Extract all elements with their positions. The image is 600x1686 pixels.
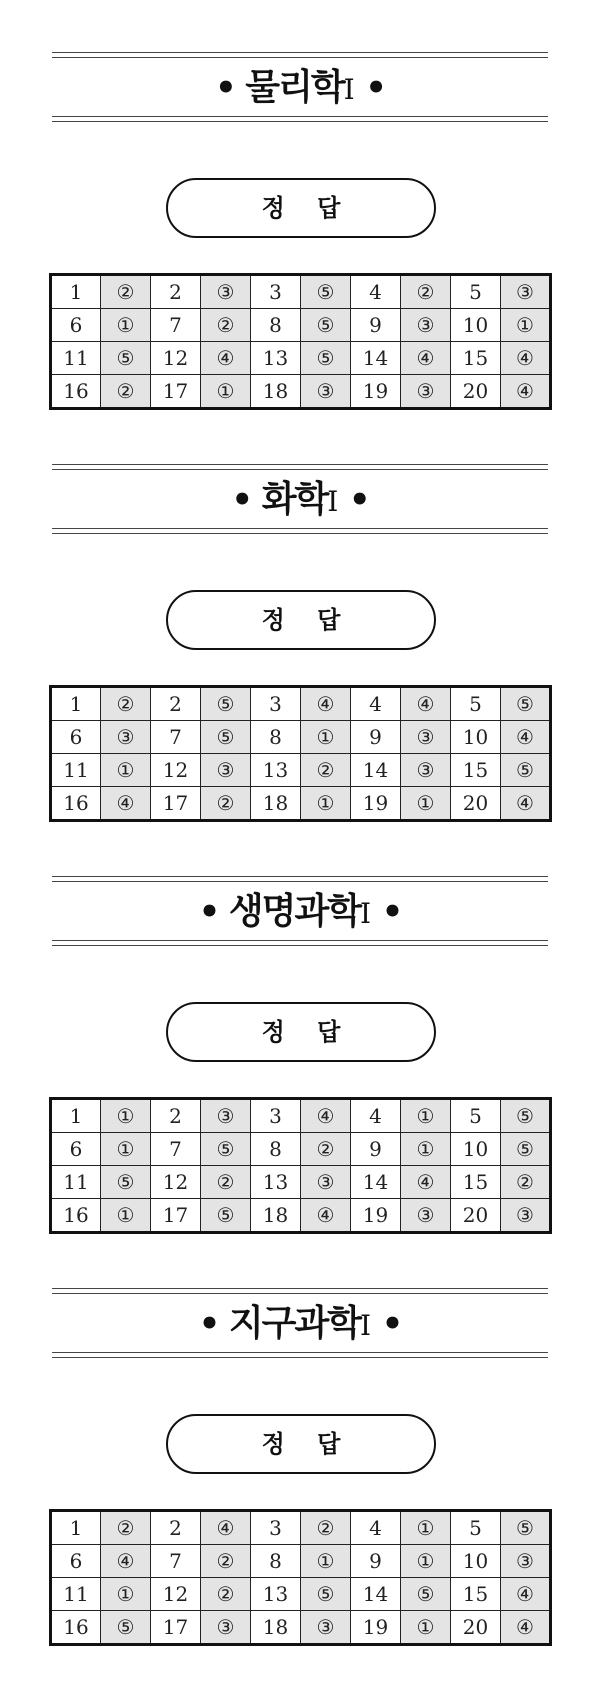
question-number: 13 bbox=[251, 754, 301, 787]
subject-title-band bbox=[52, 52, 548, 122]
answer-choice: ④ bbox=[501, 342, 551, 375]
answer-choice: ② bbox=[201, 1578, 251, 1611]
answer-row bbox=[51, 787, 551, 821]
question-number: 14 bbox=[351, 1166, 401, 1199]
answer-choice: ③ bbox=[401, 375, 451, 409]
question-number: 3 bbox=[251, 1511, 301, 1545]
answer-choice: ⑤ bbox=[301, 1578, 351, 1611]
question-number: 2 bbox=[151, 1099, 201, 1133]
subject-title-band bbox=[52, 876, 548, 946]
question-number: 5 bbox=[451, 687, 501, 721]
question-number: 12 bbox=[151, 754, 201, 787]
question-number: 17 bbox=[151, 1611, 201, 1645]
question-number: 18 bbox=[251, 1611, 301, 1645]
answer-choice: ① bbox=[401, 1545, 451, 1578]
answer-choice: ② bbox=[301, 1133, 351, 1166]
answer-choice: ④ bbox=[501, 721, 551, 754]
answer-choice: ② bbox=[201, 309, 251, 342]
question-number: 2 bbox=[151, 1511, 201, 1545]
title-bullet-right: • bbox=[381, 1304, 402, 1344]
answer-table-body bbox=[51, 687, 551, 821]
answer-choice: ④ bbox=[401, 342, 451, 375]
answer-table-body bbox=[51, 1511, 551, 1645]
answer-table bbox=[49, 685, 552, 822]
subject-numeral: Ⅰ bbox=[327, 485, 339, 518]
subject-title-band bbox=[52, 464, 548, 534]
question-number: 20 bbox=[451, 375, 501, 409]
answer-choice: ③ bbox=[401, 309, 451, 342]
question-number: 16 bbox=[51, 1199, 101, 1233]
answer-label: 정 답 bbox=[166, 1414, 436, 1474]
question-number: 9 bbox=[351, 1545, 401, 1578]
answer-choice: ③ bbox=[301, 1166, 351, 1199]
question-number: 18 bbox=[251, 1199, 301, 1233]
answer-choice: ② bbox=[401, 275, 451, 309]
subject-section bbox=[0, 824, 600, 1244]
answer-choice: ④ bbox=[501, 787, 551, 821]
answer-choice: ② bbox=[501, 1166, 551, 1199]
answer-choice: ① bbox=[501, 309, 551, 342]
question-number: 6 bbox=[51, 1545, 101, 1578]
answer-choice: ③ bbox=[501, 1199, 551, 1233]
answer-row bbox=[51, 1578, 551, 1611]
answer-choice: ① bbox=[301, 787, 351, 821]
answer-choice: ⑤ bbox=[501, 1133, 551, 1166]
question-number: 13 bbox=[251, 342, 301, 375]
question-number: 10 bbox=[451, 309, 501, 342]
answer-choice: ④ bbox=[501, 375, 551, 409]
answer-row bbox=[51, 721, 551, 754]
answer-choice: ① bbox=[401, 787, 451, 821]
question-number: 8 bbox=[251, 1133, 301, 1166]
answer-choice: ⑤ bbox=[101, 1166, 151, 1199]
question-number: 17 bbox=[151, 787, 201, 821]
question-number: 10 bbox=[451, 1133, 501, 1166]
answer-choice: ① bbox=[401, 1611, 451, 1645]
question-number: 1 bbox=[51, 1099, 101, 1133]
answer-choice: ③ bbox=[401, 721, 451, 754]
answer-choice: ② bbox=[201, 1166, 251, 1199]
answer-choice: ④ bbox=[201, 1511, 251, 1545]
subject-title bbox=[52, 1298, 548, 1350]
answer-choice: ③ bbox=[201, 1099, 251, 1133]
answer-choice: ④ bbox=[401, 1166, 451, 1199]
answer-table-body bbox=[51, 275, 551, 409]
answer-row bbox=[51, 275, 551, 309]
subject-title bbox=[52, 886, 548, 938]
subject-name: 지구과학 bbox=[228, 1303, 361, 1344]
question-number: 3 bbox=[251, 275, 301, 309]
answer-row bbox=[51, 1099, 551, 1133]
answer-table bbox=[49, 1097, 552, 1234]
question-number: 11 bbox=[51, 1166, 101, 1199]
title-top-rule bbox=[52, 52, 548, 58]
answer-row bbox=[51, 1133, 551, 1166]
question-number: 6 bbox=[51, 309, 101, 342]
question-number: 7 bbox=[151, 1133, 201, 1166]
answer-choice: ① bbox=[401, 1133, 451, 1166]
answer-choice: ⑤ bbox=[201, 687, 251, 721]
title-bullet-left: • bbox=[198, 1304, 219, 1344]
title-bottom-rule bbox=[52, 116, 548, 122]
answer-choice: ① bbox=[101, 1099, 151, 1133]
answer-choice: ⑤ bbox=[101, 342, 151, 375]
question-number: 19 bbox=[351, 1199, 401, 1233]
question-number: 4 bbox=[351, 275, 401, 309]
answer-choice: ④ bbox=[301, 1199, 351, 1233]
answer-row bbox=[51, 1545, 551, 1578]
question-number: 15 bbox=[451, 1578, 501, 1611]
title-bullet-left: • bbox=[198, 892, 219, 932]
question-number: 16 bbox=[51, 1611, 101, 1645]
answer-choice: ② bbox=[101, 687, 151, 721]
answer-choice: ① bbox=[101, 754, 151, 787]
answer-choice: ④ bbox=[101, 1545, 151, 1578]
question-number: 14 bbox=[351, 754, 401, 787]
answer-choice: ③ bbox=[401, 1199, 451, 1233]
answer-choice: ① bbox=[101, 1578, 151, 1611]
answer-choice: ② bbox=[101, 1511, 151, 1545]
question-number: 7 bbox=[151, 1545, 201, 1578]
answer-choice: ③ bbox=[101, 721, 151, 754]
question-number: 4 bbox=[351, 1099, 401, 1133]
question-number: 19 bbox=[351, 1611, 401, 1645]
subject-name: 화학 bbox=[261, 479, 328, 520]
question-number: 4 bbox=[351, 687, 401, 721]
question-number: 12 bbox=[151, 342, 201, 375]
question-number: 2 bbox=[151, 687, 201, 721]
subject-numeral: Ⅰ bbox=[360, 897, 372, 930]
subject-title bbox=[52, 62, 548, 114]
title-bottom-rule bbox=[52, 940, 548, 946]
question-number: 9 bbox=[351, 309, 401, 342]
answer-choice: ③ bbox=[201, 275, 251, 309]
title-bullet-right: • bbox=[348, 480, 369, 520]
question-number: 18 bbox=[251, 787, 301, 821]
question-number: 2 bbox=[151, 275, 201, 309]
answer-choice: ④ bbox=[201, 342, 251, 375]
question-number: 20 bbox=[451, 1199, 501, 1233]
title-bullet-right: • bbox=[381, 892, 402, 932]
question-number: 11 bbox=[51, 754, 101, 787]
question-number: 19 bbox=[351, 787, 401, 821]
answer-row bbox=[51, 754, 551, 787]
question-number: 20 bbox=[451, 1611, 501, 1645]
answer-row bbox=[51, 375, 551, 409]
answer-choice: ① bbox=[101, 1199, 151, 1233]
answer-label: 정 답 bbox=[166, 178, 436, 238]
answer-choice: ⑤ bbox=[501, 687, 551, 721]
subject-numeral: Ⅰ bbox=[360, 1309, 372, 1342]
answer-choice: ⑤ bbox=[301, 342, 351, 375]
question-number: 16 bbox=[51, 375, 101, 409]
answer-choice: ① bbox=[201, 375, 251, 409]
answer-choice: ② bbox=[101, 375, 151, 409]
answer-choice: ④ bbox=[301, 687, 351, 721]
answer-choice: ② bbox=[201, 787, 251, 821]
title-bullet-left: • bbox=[215, 68, 235, 108]
answer-choice: ③ bbox=[501, 1545, 551, 1578]
answer-table-body bbox=[51, 1099, 551, 1233]
subject-title bbox=[52, 474, 548, 526]
question-number: 8 bbox=[251, 721, 301, 754]
answer-choice: ② bbox=[301, 1511, 351, 1545]
answer-choice: ① bbox=[101, 1133, 151, 1166]
answer-choice: ② bbox=[101, 275, 151, 309]
title-top-rule bbox=[52, 876, 548, 882]
question-number: 12 bbox=[151, 1166, 201, 1199]
answer-row bbox=[51, 1199, 551, 1233]
question-number: 18 bbox=[251, 375, 301, 409]
question-number: 8 bbox=[251, 309, 301, 342]
subject-section bbox=[0, 412, 600, 832]
answer-choice: ⑤ bbox=[101, 1611, 151, 1645]
answer-choice: ⑤ bbox=[201, 1199, 251, 1233]
question-number: 7 bbox=[151, 721, 201, 754]
title-bullet-left: • bbox=[231, 480, 252, 520]
subject-name: 물리학 bbox=[245, 67, 344, 108]
question-number: 11 bbox=[51, 1578, 101, 1611]
question-number: 15 bbox=[451, 1166, 501, 1199]
title-bottom-rule bbox=[52, 528, 548, 534]
answer-label: 정 답 bbox=[166, 590, 436, 650]
answer-label: 정 답 bbox=[166, 1002, 436, 1062]
question-number: 15 bbox=[451, 342, 501, 375]
question-number: 5 bbox=[451, 1511, 501, 1545]
answer-choice: ⑤ bbox=[401, 1578, 451, 1611]
answer-choice: ⑤ bbox=[501, 754, 551, 787]
question-number: 1 bbox=[51, 1511, 101, 1545]
question-number: 19 bbox=[351, 375, 401, 409]
answer-choice: ② bbox=[301, 754, 351, 787]
answer-choice: ① bbox=[301, 1545, 351, 1578]
question-number: 1 bbox=[51, 687, 101, 721]
answer-choice: ① bbox=[401, 1511, 451, 1545]
answer-choice: ③ bbox=[401, 754, 451, 787]
subject-section bbox=[0, 1236, 600, 1656]
answer-table bbox=[49, 273, 552, 410]
question-number: 20 bbox=[451, 787, 501, 821]
answer-choice: ④ bbox=[501, 1611, 551, 1645]
answer-choice: ① bbox=[301, 721, 351, 754]
title-bullet-right: • bbox=[365, 68, 385, 108]
question-number: 14 bbox=[351, 1578, 401, 1611]
question-number: 17 bbox=[151, 375, 201, 409]
answer-choice: ④ bbox=[101, 787, 151, 821]
answer-choice: ② bbox=[201, 1545, 251, 1578]
answer-row bbox=[51, 309, 551, 342]
title-bottom-rule bbox=[52, 1352, 548, 1358]
title-top-rule bbox=[52, 464, 548, 470]
question-number: 6 bbox=[51, 1133, 101, 1166]
question-number: 5 bbox=[451, 275, 501, 309]
answer-table bbox=[49, 1509, 552, 1646]
subject-name: 생명과학 bbox=[228, 891, 361, 932]
answer-choice: ⑤ bbox=[501, 1511, 551, 1545]
question-number: 11 bbox=[51, 342, 101, 375]
question-number: 6 bbox=[51, 721, 101, 754]
answer-row bbox=[51, 1166, 551, 1199]
question-number: 8 bbox=[251, 1545, 301, 1578]
question-number: 13 bbox=[251, 1166, 301, 1199]
answer-choice: ① bbox=[101, 309, 151, 342]
answer-choice: ③ bbox=[501, 275, 551, 309]
question-number: 10 bbox=[451, 721, 501, 754]
answer-row bbox=[51, 342, 551, 375]
question-number: 7 bbox=[151, 309, 201, 342]
answer-choice: ③ bbox=[301, 375, 351, 409]
subject-title-band bbox=[52, 1288, 548, 1358]
title-top-rule bbox=[52, 1288, 548, 1294]
question-number: 5 bbox=[451, 1099, 501, 1133]
question-number: 3 bbox=[251, 1099, 301, 1133]
answer-choice: ⑤ bbox=[201, 1133, 251, 1166]
answer-choice: ③ bbox=[201, 754, 251, 787]
answer-choice: ③ bbox=[301, 1611, 351, 1645]
question-number: 3 bbox=[251, 687, 301, 721]
answer-row bbox=[51, 687, 551, 721]
question-number: 12 bbox=[151, 1578, 201, 1611]
question-number: 15 bbox=[451, 754, 501, 787]
answer-choice: ⑤ bbox=[501, 1099, 551, 1133]
question-number: 14 bbox=[351, 342, 401, 375]
answer-choice: ④ bbox=[501, 1578, 551, 1611]
answer-choice: ③ bbox=[201, 1611, 251, 1645]
question-number: 17 bbox=[151, 1199, 201, 1233]
answer-row bbox=[51, 1511, 551, 1545]
question-number: 9 bbox=[351, 721, 401, 754]
question-number: 16 bbox=[51, 787, 101, 821]
subject-numeral: Ⅰ bbox=[343, 73, 355, 106]
answer-choice: ⑤ bbox=[301, 275, 351, 309]
answer-row bbox=[51, 1611, 551, 1645]
question-number: 4 bbox=[351, 1511, 401, 1545]
answer-choice: ④ bbox=[301, 1099, 351, 1133]
question-number: 13 bbox=[251, 1578, 301, 1611]
question-number: 9 bbox=[351, 1133, 401, 1166]
subject-section bbox=[0, 0, 600, 420]
answer-choice: ① bbox=[401, 1099, 451, 1133]
question-number: 1 bbox=[51, 275, 101, 309]
answer-choice: ⑤ bbox=[201, 721, 251, 754]
answer-choice: ④ bbox=[401, 687, 451, 721]
question-number: 10 bbox=[451, 1545, 501, 1578]
answer-choice: ⑤ bbox=[301, 309, 351, 342]
